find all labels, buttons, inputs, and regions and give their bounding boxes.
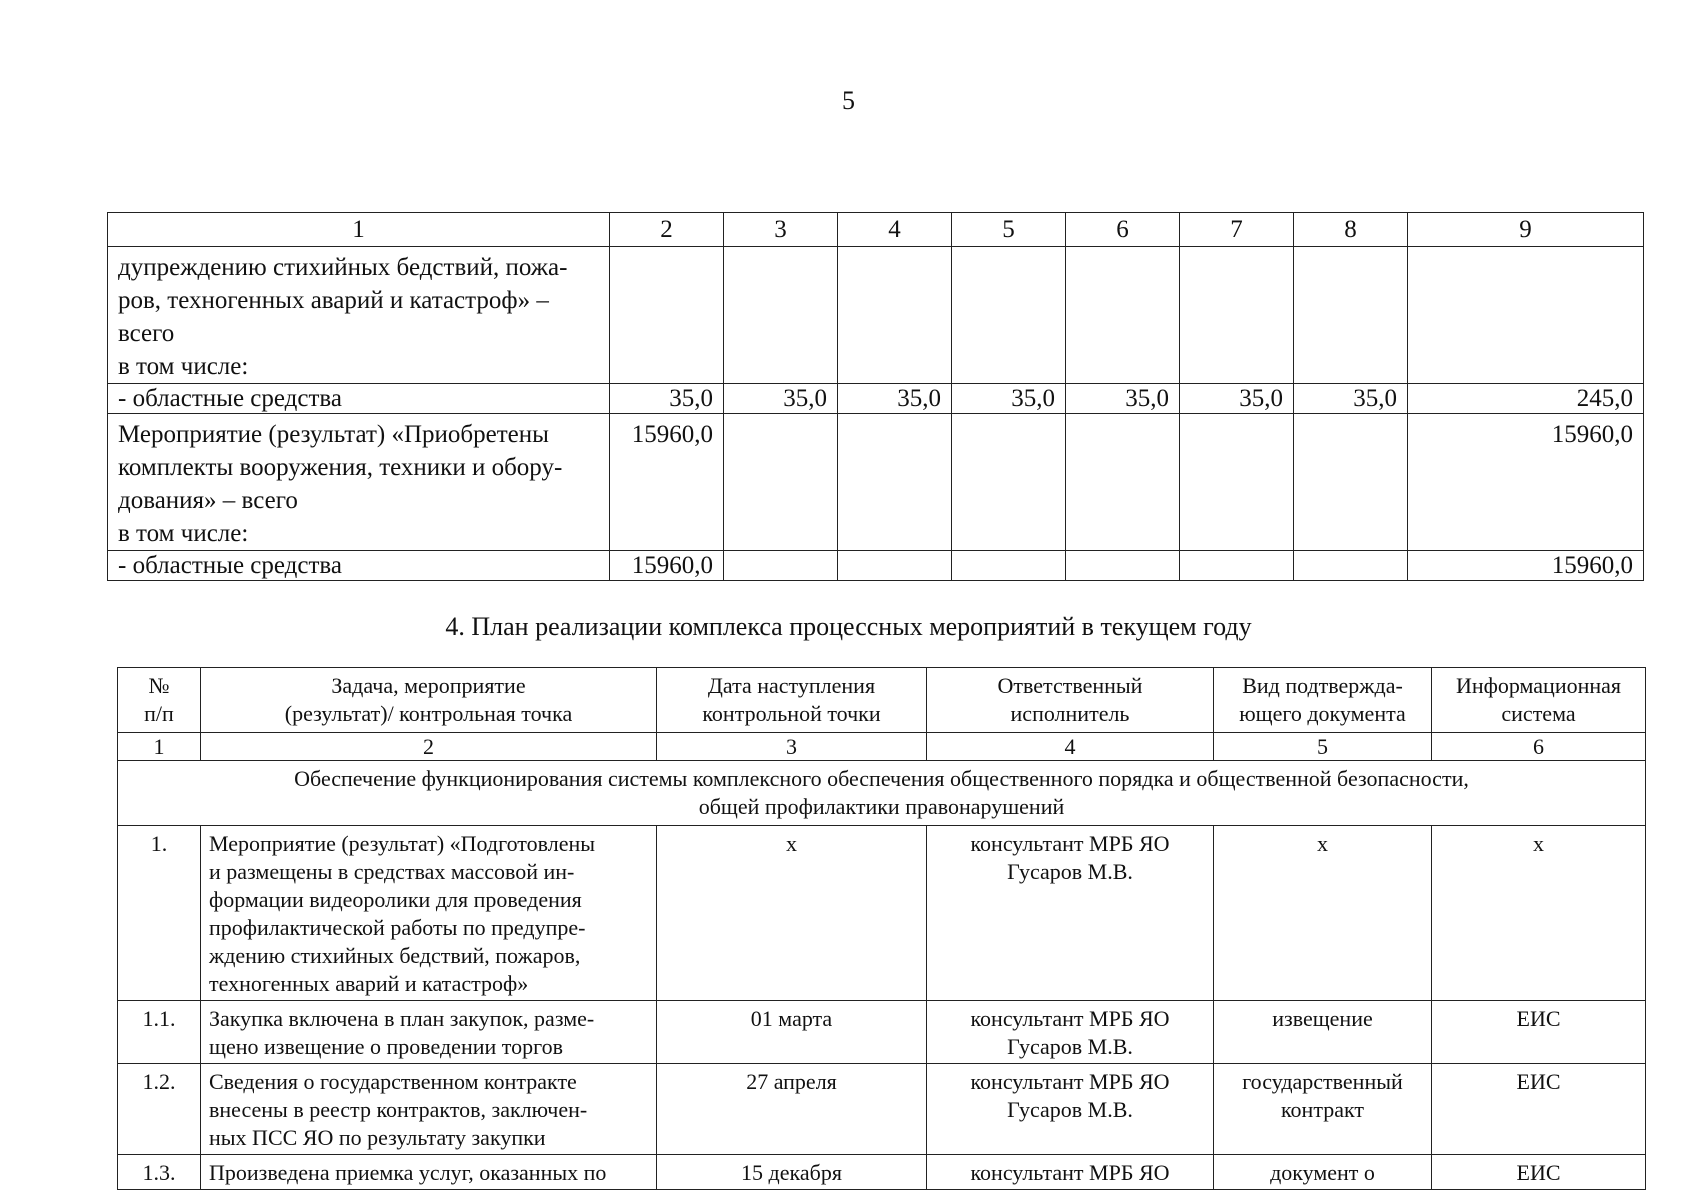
column-number: 9 <box>1408 213 1644 247</box>
page-number: 5 <box>842 86 855 115</box>
table-row <box>108 247 1644 384</box>
section-title: 4. План реализации комплекса процессных мероприятий в текущем году <box>445 612 1252 641</box>
task-cell: Мероприятие (результат) «Подготовлены и размещены в средствах массовой ин- формации видеоролики для проведения профилактической работы по предупре- ждению стихийных бедствий, пожаров, техногенных аварий и катастроф» <box>201 826 657 1001</box>
value-cell: 35,0 <box>1066 384 1180 414</box>
header-cell: № п/п <box>118 668 201 733</box>
table-row <box>118 1064 1646 1155</box>
date-cell: 01 марта <box>657 1001 927 1064</box>
value-cell <box>1408 247 1644 384</box>
task-cell: Произведена приемка услуг, оказанных по <box>201 1155 657 1190</box>
value-cell <box>724 247 838 384</box>
value-cell <box>952 414 1066 551</box>
column-number: 5 <box>1214 733 1432 761</box>
system-cell: ЕИС <box>1432 1064 1646 1155</box>
table-row <box>108 551 1644 581</box>
table-row <box>118 1155 1646 1190</box>
value-cell: 15960,0 <box>610 414 724 551</box>
column-number: 1 <box>118 733 201 761</box>
header-cell: Дата наступления контрольной точки <box>657 668 927 733</box>
row-label: Мероприятие (результат) «Приобретены комплекты вооружения, техники и обору- дования» – всего в том числе: <box>108 414 610 551</box>
value-cell <box>1294 551 1408 581</box>
date-cell: 27 апреля <box>657 1064 927 1155</box>
column-number: 4 <box>927 733 1214 761</box>
value-cell: 35,0 <box>724 384 838 414</box>
value-cell: 35,0 <box>1180 384 1294 414</box>
document-cell: х <box>1214 826 1432 1001</box>
responsible-cell: консультант МРБ ЯО Гусаров М.В. <box>927 826 1214 1001</box>
system-cell: ЕИС <box>1432 1001 1646 1064</box>
value-cell <box>1294 247 1408 384</box>
header-cell: Задача, мероприятие (результат)/ контрольная точка <box>201 668 657 733</box>
header-cell: Вид подтвержда- ющего документа <box>1214 668 1432 733</box>
column-number: 6 <box>1066 213 1180 247</box>
value-cell <box>838 247 952 384</box>
row-number: 1.1. <box>118 1001 201 1064</box>
value-cell <box>1180 414 1294 551</box>
row-label: - областные средства <box>108 384 610 414</box>
plan-table <box>117 667 1646 1190</box>
column-number: 1 <box>108 213 610 247</box>
value-cell <box>1066 414 1180 551</box>
value-cell: 35,0 <box>838 384 952 414</box>
value-cell: 35,0 <box>1294 384 1408 414</box>
column-number: 5 <box>952 213 1066 247</box>
value-cell: 15960,0 <box>1408 551 1644 581</box>
group-title: Обеспечение функционирования системы комплексного обеспечения общественного порядка и общественной безопасности, общей профилактики правонарушений <box>118 761 1646 826</box>
task-cell: Закупка включена в план закупок, разме- щено извещение о проведении торгов <box>201 1001 657 1064</box>
column-numbers-row <box>118 733 1646 761</box>
budget-table <box>107 212 1644 581</box>
document-cell: государственный контракт <box>1214 1064 1432 1155</box>
column-number: 3 <box>657 733 927 761</box>
value-cell <box>1180 551 1294 581</box>
group-row <box>118 761 1646 826</box>
value-cell <box>952 551 1066 581</box>
responsible-cell: консультант МРБ ЯО Гусаров М.В. <box>927 1064 1214 1155</box>
value-cell: 15960,0 <box>1408 414 1644 551</box>
value-cell <box>724 551 838 581</box>
row-label: дупреждению стихийных бедствий, пожа- ров, техногенных аварий и катастроф» – всего в том числе: <box>108 247 610 384</box>
table-row <box>118 1001 1646 1064</box>
header-cell: Ответственный исполнитель <box>927 668 1214 733</box>
column-number: 7 <box>1180 213 1294 247</box>
column-number: 6 <box>1432 733 1646 761</box>
value-cell <box>1294 414 1408 551</box>
header-cell: Информационная система <box>1432 668 1646 733</box>
value-cell <box>952 247 1066 384</box>
responsible-cell: консультант МРБ ЯО <box>927 1155 1214 1190</box>
value-cell <box>838 414 952 551</box>
column-number: 2 <box>610 213 724 247</box>
table-row <box>108 414 1644 551</box>
value-cell <box>1066 247 1180 384</box>
value-cell <box>1180 247 1294 384</box>
document-cell: извещение <box>1214 1001 1432 1064</box>
row-label: - областные средства <box>108 551 610 581</box>
budget-table-header <box>108 213 1644 247</box>
value-cell: 15960,0 <box>610 551 724 581</box>
value-cell <box>1066 551 1180 581</box>
date-cell: х <box>657 826 927 1001</box>
table-row <box>118 826 1646 1001</box>
column-number: 8 <box>1294 213 1408 247</box>
value-cell: 35,0 <box>610 384 724 414</box>
document-cell: документ о <box>1214 1155 1432 1190</box>
column-number: 3 <box>724 213 838 247</box>
value-cell: 35,0 <box>952 384 1066 414</box>
table-row <box>108 384 1644 414</box>
row-number: 1. <box>118 826 201 1001</box>
column-number: 4 <box>838 213 952 247</box>
value-cell: 245,0 <box>1408 384 1644 414</box>
responsible-cell: консультант МРБ ЯО Гусаров М.В. <box>927 1001 1214 1064</box>
row-number: 1.3. <box>118 1155 201 1190</box>
value-cell <box>838 551 952 581</box>
value-cell <box>724 414 838 551</box>
value-cell <box>610 247 724 384</box>
date-cell: 15 декабря <box>657 1155 927 1190</box>
row-number: 1.2. <box>118 1064 201 1155</box>
plan-table-header <box>118 668 1646 733</box>
system-cell: ЕИС <box>1432 1155 1646 1190</box>
system-cell: х <box>1432 826 1646 1001</box>
column-number: 2 <box>201 733 657 761</box>
task-cell: Сведения о государственном контракте внесены в реестр контрактов, заключен- ных ПСС ЯО по результату закупки <box>201 1064 657 1155</box>
